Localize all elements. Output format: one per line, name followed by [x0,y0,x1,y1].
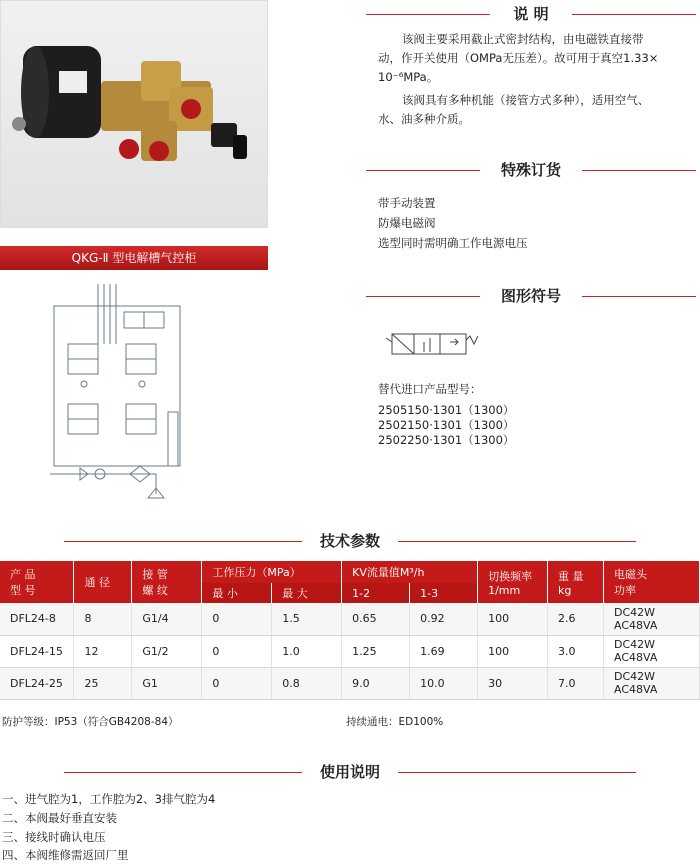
cell-pressure-max: 1.0 [272,635,342,667]
replacement-model: 2502250·1301（1300） [378,433,515,447]
col-weight-header: 重 量 kg [548,561,604,603]
special-order-item: 选型同时需明确工作电源电压 [378,236,528,250]
description-line: 该阀主要采用截止式密封结构，由电磁铁直接带 [402,32,644,46]
section-header-usage [0,762,700,782]
cell-pressure-max: 1.5 [272,603,342,635]
section-header-description [366,4,696,24]
col-pressure-min-header: 最 小 [202,583,272,603]
product-photo [0,0,268,228]
cell-coil: DC42W AC48VA [603,603,699,635]
cell-kv12: 0.65 [342,603,410,635]
spec-table [0,561,700,700]
col-pressure-header: 工作压力（MPa） [202,561,342,583]
cell-bore: 12 [74,635,132,667]
cell-weight: 2.6 [548,603,604,635]
col-kv12-header: 1-2 [342,583,410,603]
col-model-header: 产 品 型 号 [0,561,74,603]
cell-pressure-min: 0 [202,603,272,635]
description-line: 动，作开关使用（OMPa无压差）。故可用于真空1.33× [378,51,659,65]
col-coil-header: 电磁头 功率 [603,561,699,603]
description-line: 10⁻⁶MPa。 [378,70,439,84]
special-order-item: 防爆电磁阀 [378,216,436,230]
cell-port: G1/2 [132,635,202,667]
cell-port: G1 [132,667,202,699]
table-row [0,635,700,667]
cell-model: DFL24-25 [0,667,74,699]
section-title: 技术参数 [302,531,398,551]
cell-model: DFL24-15 [0,635,74,667]
cell-pressure-max: 0.8 [272,667,342,699]
replacement-model: 2505150·1301（1300） [378,403,515,417]
col-bore-header: 通 径 [74,561,132,603]
cell-kv12: 9.0 [342,667,410,699]
col-kv-header: KV流量值M³/h [342,561,478,583]
cell-kv13: 1.69 [410,635,478,667]
cell-port: G1/4 [132,603,202,635]
duty-note: 持续通电：ED100% [346,716,444,728]
cell-model: DFL24-8 [0,603,74,635]
section-title: 图形符号 [480,286,582,306]
table-row [0,603,700,635]
col-kv13-header: 1-3 [410,583,478,603]
cell-weight: 7.0 [548,667,604,699]
cell-kv13: 0.92 [410,603,478,635]
description-line: 水、油多种介质。 [378,112,470,126]
description-line: 该阀具有多种机能（接管方式多种），适用空气、 [402,93,650,107]
valve-symbol-icon [382,328,482,360]
pneumatic-schematic [40,284,200,512]
product-caption: QKG-Ⅱ 型电解槽气控柜 [0,246,268,270]
cell-bore: 8 [74,603,132,635]
usage-item: 四、本阀维修需返回厂里 [2,848,129,862]
cell-weight: 3.0 [548,635,604,667]
col-pressure-max-header: 最 大 [272,583,342,603]
col-port-header: 接 管 螺 纹 [132,561,202,603]
cell-frequency: 100 [478,635,548,667]
cell-kv13: 10.0 [410,667,478,699]
col-frequency-header: 切换频率 1/mm [478,561,548,603]
usage-item: 三、接线时确认电压 [2,830,106,844]
section-header-special-order [366,160,696,180]
section-header-spec [0,531,700,551]
table-row [0,667,700,699]
section-title: 使用说明 [302,762,398,782]
section-header-symbol [366,286,696,306]
cell-pressure-min: 0 [202,667,272,699]
protection-note: 防护等级：IP53（符合GB4208-84） [2,716,179,728]
cell-frequency: 100 [478,603,548,635]
cell-frequency: 30 [478,667,548,699]
cell-bore: 25 [74,667,132,699]
usage-item: 二、本阀最好垂直安装 [2,811,117,825]
cell-kv12: 1.25 [342,635,410,667]
special-order-item: 带手动装置 [378,196,436,210]
section-title: 特殊订货 [480,160,582,180]
cell-pressure-min: 0 [202,635,272,667]
cell-coil: DC42W AC48VA [603,667,699,699]
replacement-model: 2502150·1301（1300） [378,418,515,432]
section-title: 说 明 [490,4,572,24]
cell-coil: DC42W AC48VA [603,635,699,667]
usage-item: 一、进气腔为1，工作腔为2、3排气腔为4 [2,792,216,806]
replacement-label: 替代进口产品型号： [378,382,482,396]
